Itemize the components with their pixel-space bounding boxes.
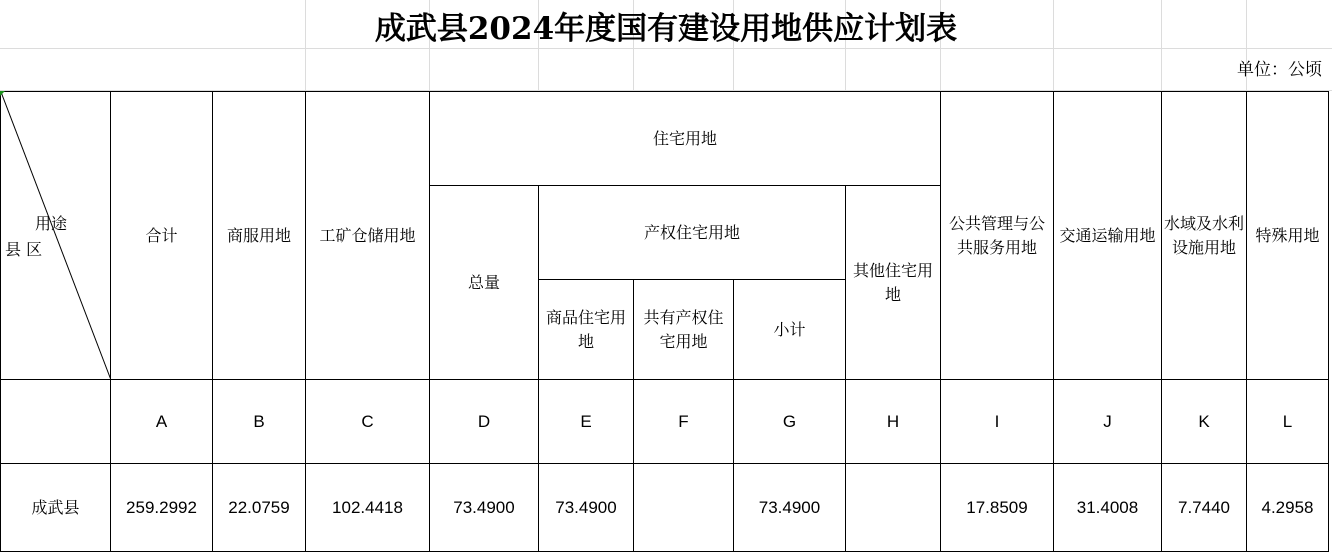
value-cell: 17.8509 [941, 464, 1054, 552]
code-row [1, 380, 1329, 464]
value-cell: 102.4418 [306, 464, 430, 552]
header-res-total: 总量 [430, 186, 539, 380]
header-commodity-res: 商品住宅用地 [539, 280, 634, 380]
corner-header-cell [1, 92, 111, 380]
table-title: 成武县2024年度国有建设用地供应计划表 [374, 10, 958, 47]
value-cell [634, 464, 734, 552]
code-cell: I [941, 380, 1054, 464]
code-cell: A [111, 380, 213, 464]
header-industrial: 工矿仓储用地 [306, 92, 430, 380]
value-cell: 259.2992 [111, 464, 213, 552]
value-cell: 73.4900 [734, 464, 846, 552]
unit-label: 单位：公顷 [1237, 60, 1322, 80]
value-cell: 7.7440 [1162, 464, 1247, 552]
header-other-res: 其他住宅用地 [846, 186, 941, 380]
value-cell [846, 464, 941, 552]
header-property-res: 产权住宅用地 [539, 186, 846, 280]
value-cell: 31.4008 [1054, 464, 1162, 552]
code-cell: F [634, 380, 734, 464]
county-cell: 成武县 [1, 464, 111, 552]
header-shared-res: 共有产权住宅用地 [634, 280, 734, 380]
cell-cursor-marker [0, 91, 5, 96]
header-special: 特殊用地 [1247, 92, 1329, 380]
code-cell: E [539, 380, 634, 464]
table-row [1, 464, 1329, 552]
header-total: 合计 [111, 92, 213, 380]
header-public-service: 公共管理与公共服务用地 [941, 92, 1054, 380]
code-cell: G [734, 380, 846, 464]
code-cell: L [1247, 380, 1329, 464]
value-cell: 73.4900 [430, 464, 539, 552]
land-supply-table [0, 91, 1329, 552]
code-cell: D [430, 380, 539, 464]
code-cell-empty [1, 380, 111, 464]
code-cell: J [1054, 380, 1162, 464]
header-subtotal: 小计 [734, 280, 846, 380]
corner-label-county: 县 区 [5, 240, 43, 259]
header-residential: 住宅用地 [430, 92, 941, 186]
code-cell: K [1162, 380, 1247, 464]
header-water: 水域及水利设施用地 [1162, 92, 1247, 380]
code-cell: B [213, 380, 306, 464]
code-cell: H [846, 380, 941, 464]
header-transport: 交通运输用地 [1054, 92, 1162, 380]
value-cell: 22.0759 [213, 464, 306, 552]
code-cell: C [306, 380, 430, 464]
value-cell: 73.4900 [539, 464, 634, 552]
header-commercial: 商服用地 [213, 92, 306, 380]
corner-label-usage: 用途 [35, 214, 68, 233]
value-cell: 4.2958 [1247, 464, 1329, 552]
